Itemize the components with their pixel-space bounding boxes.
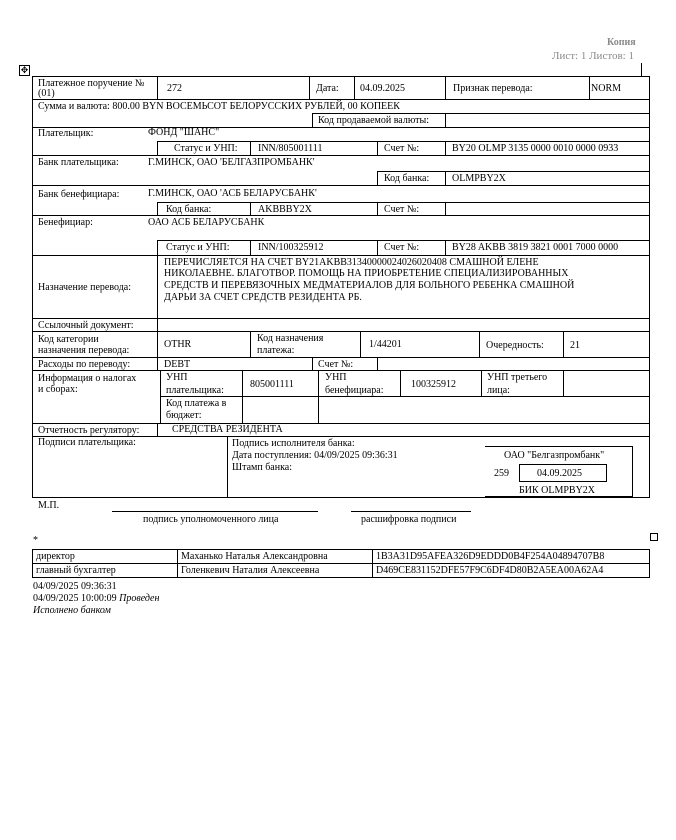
priority-value: 21 [570,340,580,351]
payer-signatures-label: Подписи плательщика: [38,437,136,448]
regulator-label: Отчетность регулятору: [38,425,140,436]
sheet-info: Лист: 1 Листов: 1 [552,50,634,62]
payer-status: INN/805001111 [258,143,323,154]
payer-bank-label: Банк плательщика: [38,157,119,168]
signer-name: Маханько Наталья Александровна [178,550,373,564]
stamp-bank-name: ОАО "Белгазпромбанк" [504,450,605,461]
auth-sign-caption: подпись уполномоченного лица [143,514,279,525]
purpose-code: 1/44201 [369,339,402,350]
sold-currency-label: Код продаваемой валюты: [318,115,430,126]
beneficiary-label: Бенефициар: [38,217,93,228]
bank-sign-label: Подпись исполнителя банка: [232,438,355,449]
doc-title: Платежное поручение № [38,78,145,89]
payer-account: BY20 OLMP 3135 0000 0010 0000 0933 [452,143,619,154]
asterisk: * [33,535,38,546]
reference-label: Ссылочный документ: [38,320,134,331]
doc-code: (01) [38,88,55,99]
purpose-line: ПЕРЕЧИСЛЯЕТСЯ НА СЧЕТ BY21AKBB31340000024026020408 СМАШНОЙ ЕЛЕНЕ [164,257,539,268]
expenses-account-label: Счет №: [318,359,354,370]
payer-bank-code: OLMPBY2X [452,173,506,184]
log-line-2-status: Проведен [119,593,160,604]
signer-hash: 1B3A31D95AFEA326D9EDDD0B4F254A04894707B8 [373,550,650,564]
payer-label: Плательщик: [38,128,94,139]
payer-bank-code-label: Код банка: [384,173,430,184]
benef-bank-code: AKBBBY2X [258,204,312,215]
signer-role: главный бухгалтер [33,564,178,578]
sign-decode-caption: расшифровка подписи [361,514,457,525]
transfer-flag-label: Признак перевода: [453,83,533,94]
priority-label: Очередность: [486,340,544,351]
taxes-label-2: и сборах: [38,384,78,395]
category-label-2: назначения перевода: [38,345,130,356]
purpose-code-label-1: Код назначения [257,333,324,344]
table-row [33,550,650,564]
stamp-date: 04.09.2025 [537,468,582,479]
move-handle-icon[interactable]: ✥ [20,65,29,75]
signer-hash: D469CE831152DFE57F9C6DF4D80B2A5EA00A62A4 [373,564,650,578]
beneficiary-account-label: Счет №: [384,242,420,253]
regulator-value: СРЕДСТВА РЕЗИДЕНТА [172,424,283,435]
stamp-bik: БИК OLMPBY2X [519,485,596,496]
log-line-3: Исполнено банком [33,605,111,616]
benef-unp-label-1: УНП [325,372,347,383]
benef-bank-code-label: Код банка: [166,204,212,215]
category-label-1: Код категории [38,334,99,345]
beneficiary-name: ОАО АСБ БЕЛАРУСБАНК [148,217,265,228]
purpose-line: СРЕДСТВ И ПЕРЕВЯЗОЧНЫХ МЕДМАТЕРИАЛОВ ДЛЯ БОЛЬНОГО РЕБЕНКА СМАШНОЙ [164,280,575,291]
log-line-2-time: 04/09/2025 10:00:09 [33,593,117,604]
purpose-label: Назначение перевода: [38,282,132,293]
expenses-label: Расходы по переводу: [38,359,131,370]
beneficiary-account: BY28 AKBB 3819 3821 0001 7000 0000 [452,242,619,253]
signer-name: Голенкевич Наталия Алексеевна [178,564,373,578]
doc-number: 272 [167,83,182,94]
third-unp-label-1: УНП третьего [487,372,548,383]
taxes-label-1: Информация о налогах [38,373,137,384]
bank-stamp [485,446,633,497]
amount-text: Сумма и валюта: 800.00 BYN ВОСЕМЬСОТ БЕЛОРУССКИХ РУБЛЕЙ, 00 КОПЕЕК [38,101,400,112]
payer-name: ФОНД "ШАНС" [148,127,220,138]
payer-bank-name: Г.МИНСК, ОАО 'БЕЛГАЗПРОМБАНК' [148,157,315,168]
copy-label: Копия [607,37,636,48]
category-value: OTHR [164,339,192,350]
stamp-number: 259 [494,468,509,479]
date-label: Дата: [316,83,339,94]
signer-role: директор [33,550,178,564]
third-unp-label-2: лица: [487,385,510,396]
mp-label: М.П. [38,500,60,511]
log-line-2 [33,593,159,604]
beneficiary-status-label: Статус и УНП: [166,242,230,253]
benef-bank-label: Банк бенефициара: [38,189,120,200]
received-date: Дата поступления: 04/09/2025 09:36:31 [232,450,398,461]
budget-code-label-2: бюджет: [166,410,202,421]
payer-unp-label-1: УНП [166,372,188,383]
expenses-value: DEBT [164,359,191,370]
transfer-flag: NORM [591,83,622,94]
purpose-code-label-2: платежа: [257,345,295,356]
purpose-line: ДАРЬИ ЗА СЧЕТ СРЕДСТВ РЕЗИДЕНТА РБ. [164,292,362,303]
log-line-1: 04/09/2025 09:36:31 [33,581,117,592]
benef-unp: 100325912 [411,379,456,390]
benef-unp-label-2: бенефициара: [325,385,384,396]
stamp-label: Штамп банка: [232,462,292,473]
signers-table [32,549,650,578]
benef-bank-name: Г.МИНСК, ОАО 'АСБ БЕЛАРУСБАНК' [148,188,317,199]
purpose-line: НИКОЛАЕВНЕ. БЛАГОТВОР. ПОМОЩЬ НА ПРИОБРЕТЕНИЕ СПЕЦИАЛИЗИРОВАННЫХ [164,268,569,279]
checkbox-icon[interactable] [650,533,658,541]
benef-bank-account-label: Счет №: [384,204,420,215]
payer-status-label: Статус и УНП: [174,143,238,154]
beneficiary-status: INN/100325912 [258,242,324,253]
budget-code-label-1: Код платежа в [166,398,227,409]
table-row [33,564,650,578]
payer-account-label: Счет №: [384,143,420,154]
payer-unp-label-2: плательщика: [166,385,224,396]
doc-date: 04.09.2025 [360,83,405,94]
payer-unp: 805001111 [250,379,294,390]
